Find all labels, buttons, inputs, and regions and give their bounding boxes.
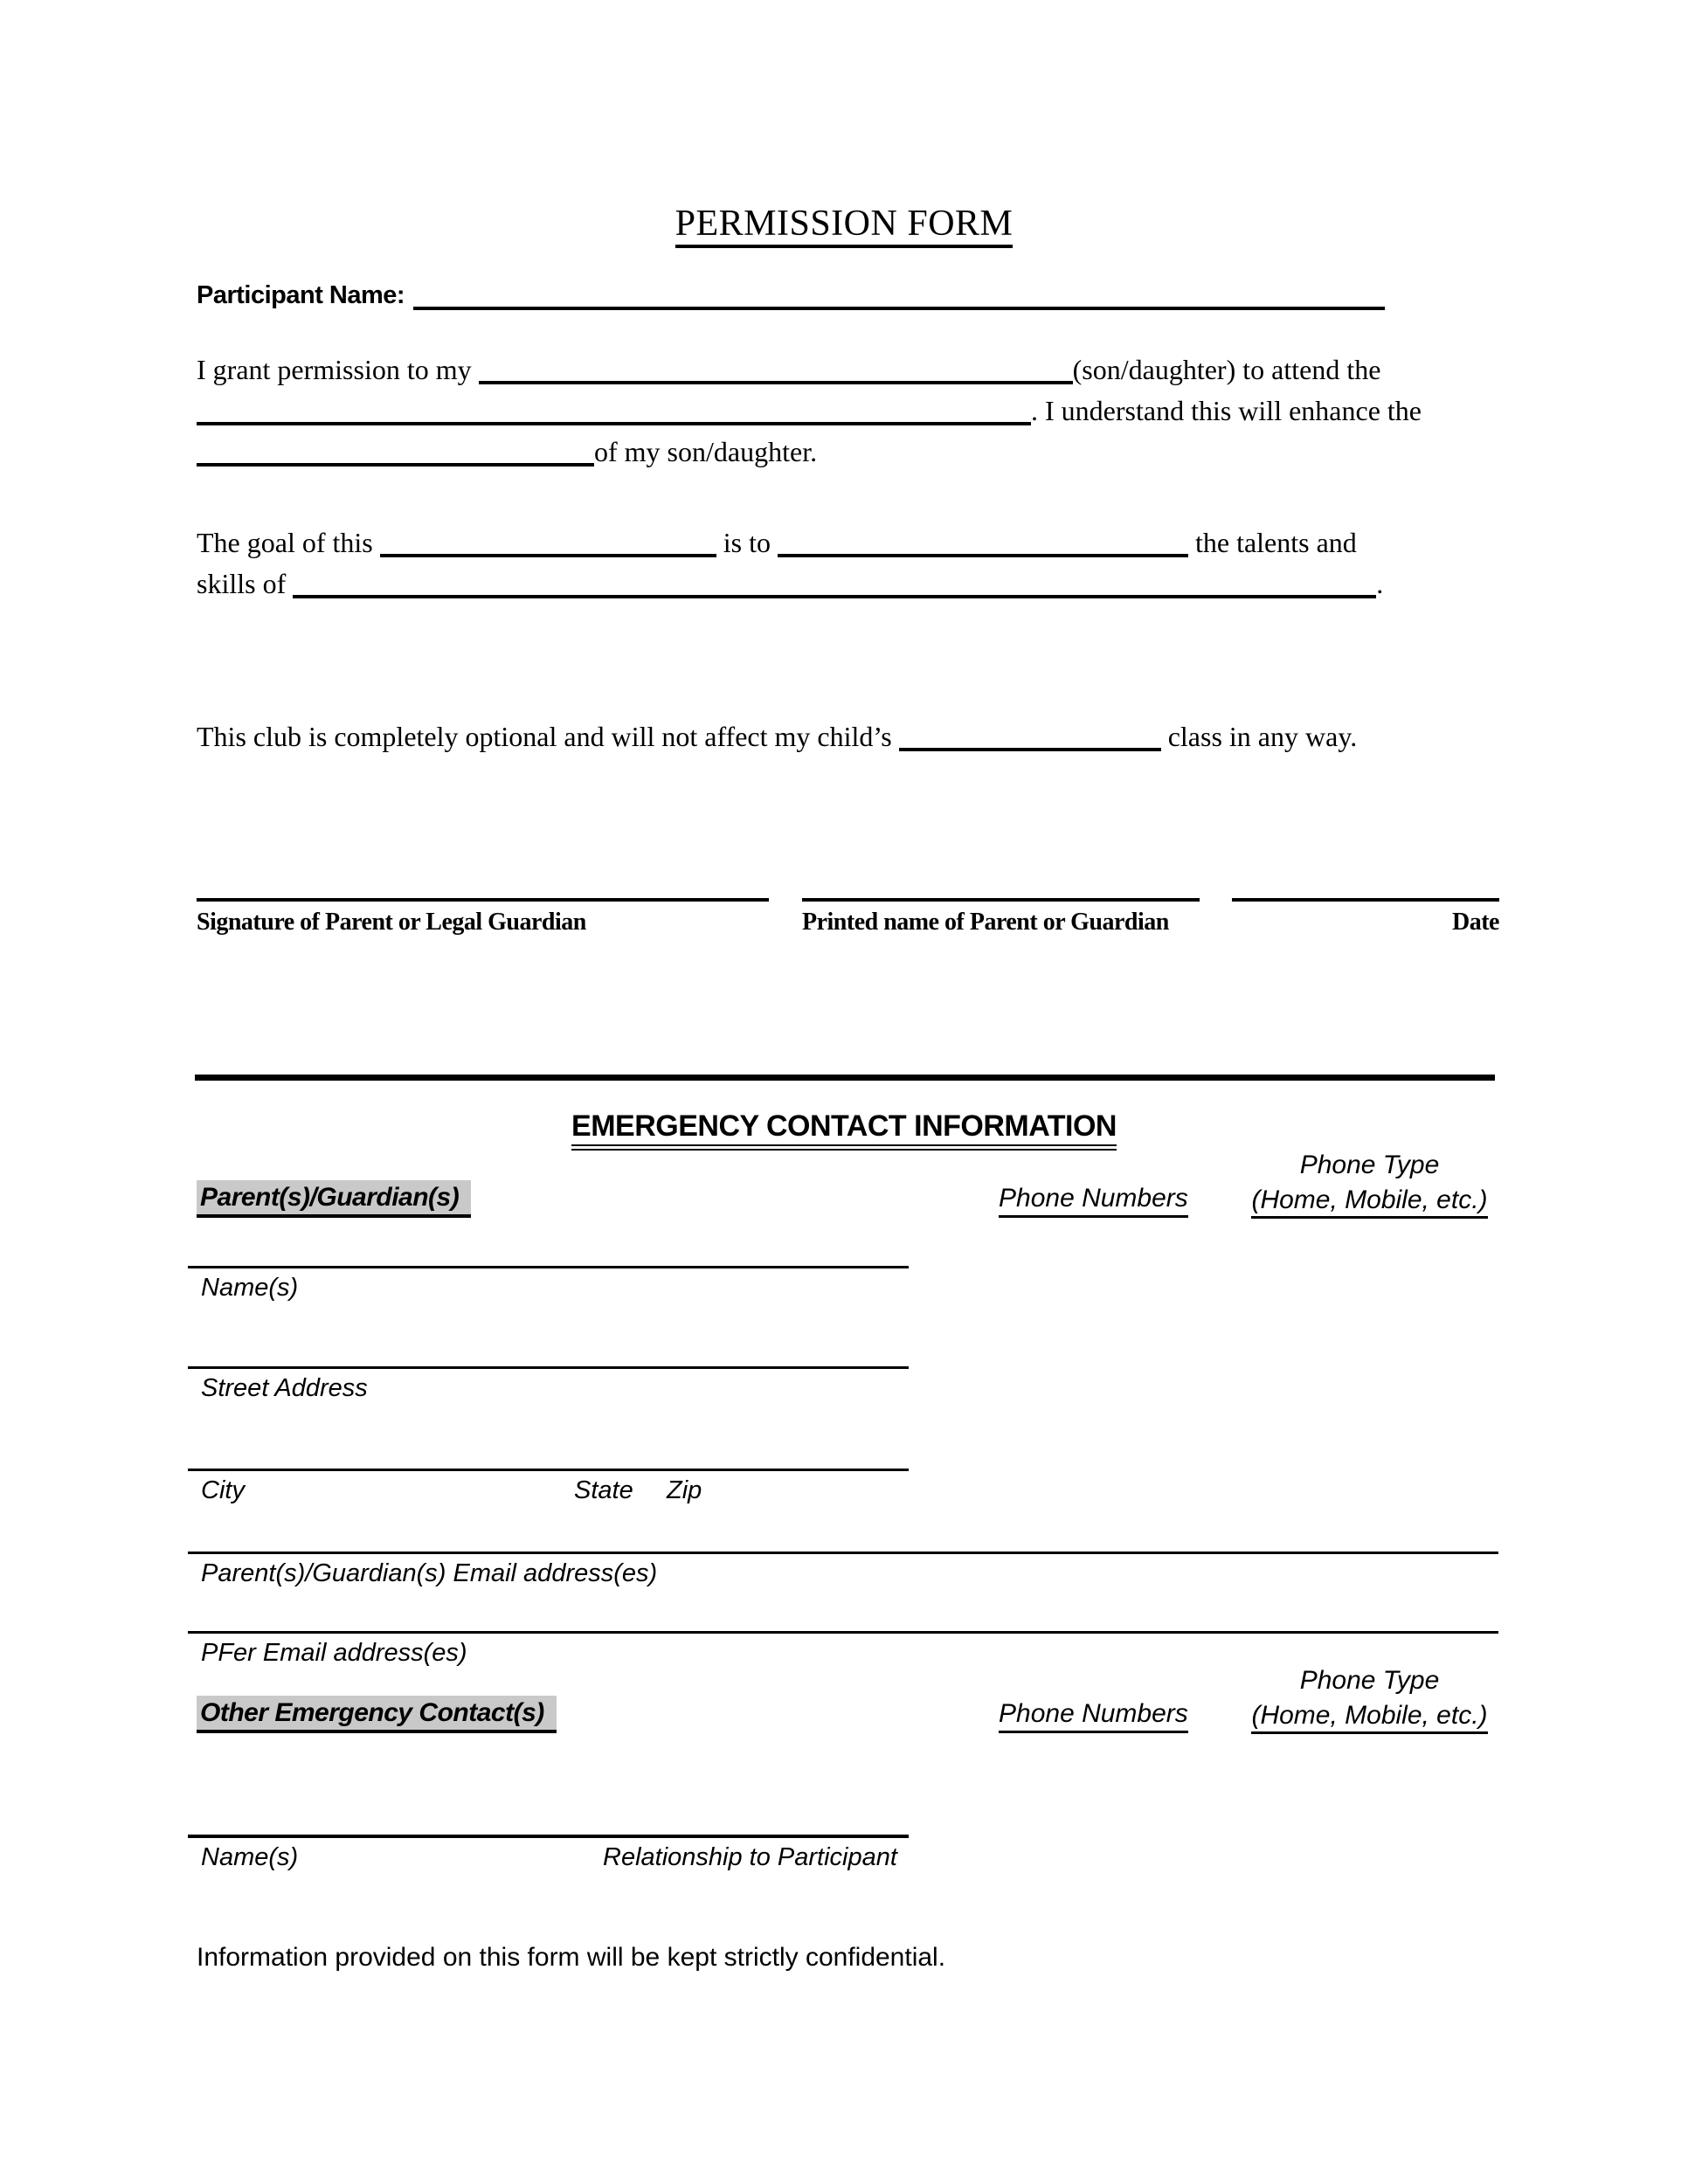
phone-type-label: Phone Type — [1299, 1151, 1440, 1179]
club-paragraph — [197, 716, 1357, 757]
street-address-label: Street Address — [201, 1374, 368, 1402]
goal-paragraph — [197, 522, 1383, 605]
date-label: Date — [1452, 909, 1499, 936]
grant-activity-blank[interactable] — [197, 413, 1031, 425]
other-phone-type-sub-label: (Home, Mobile, etc.) — [1251, 1701, 1487, 1734]
goal-talents-text: the talents and — [1194, 527, 1357, 558]
club-class-blank[interactable] — [899, 739, 1161, 751]
grant-intro-text: I grant permission to my — [197, 354, 472, 385]
participant-name-row — [197, 281, 1385, 310]
goal-period-text: . — [1376, 568, 1384, 599]
parents-guardians-label: Parent(s)/Guardian(s) — [197, 1180, 471, 1218]
printed-name-label: Printed name of Parent or Guardian — [802, 909, 1169, 936]
other-contacts-header-row — [197, 1667, 1498, 1733]
emergency-heading — [0, 1109, 1688, 1144]
section-divider — [195, 1075, 1495, 1081]
date-line[interactable] — [1232, 898, 1499, 936]
goal-intro-text: The goal of this — [197, 527, 373, 558]
printed-name-line[interactable] — [802, 898, 1200, 936]
other-phone-numbers-header: Phone Numbers — [999, 1699, 1188, 1733]
street-address-field-row[interactable] — [188, 1366, 909, 1403]
parent-name-label: Name(s) — [201, 1274, 299, 1302]
state-label: State — [574, 1476, 633, 1504]
city-label: City — [201, 1476, 245, 1504]
grant-son-daughter-text: (son/daughter) to attend the — [1072, 354, 1381, 385]
grant-paragraph — [197, 349, 1422, 473]
parent-name-field-row[interactable] — [188, 1266, 909, 1303]
confidential-note: Information provided on this form will be kept strictly confidential. — [197, 1943, 946, 1972]
pfer-email-field-row[interactable] — [188, 1631, 1498, 1668]
city-state-zip-field-row[interactable] — [188, 1469, 909, 1515]
signature-line[interactable] — [197, 898, 769, 936]
phone-numbers-header: Phone Numbers — [999, 1184, 1188, 1218]
form-title-text: PERMISSION FORM — [675, 204, 1013, 248]
goal-action-blank[interactable] — [778, 545, 1188, 557]
relationship-label: Relationship to Participant — [603, 1843, 897, 1871]
goal-subject-blank[interactable] — [380, 545, 716, 557]
phone-type-sub-label: (Home, Mobile, etc.) — [1251, 1185, 1487, 1219]
form-title — [0, 203, 1688, 245]
grant-recipient-blank[interactable] — [479, 372, 1073, 384]
emergency-heading-text: EMERGENCY CONTACT INFORMATION — [571, 1109, 1117, 1151]
grant-closing-text: of my son/daughter. — [594, 436, 818, 467]
other-name-field-row[interactable] — [188, 1835, 909, 1886]
other-contacts-label: Other Emergency Contact(s) — [197, 1696, 557, 1733]
other-phone-type-label: Phone Type — [1299, 1666, 1440, 1695]
other-phone-type-header — [1241, 1663, 1498, 1733]
parent-email-field-row[interactable] — [188, 1552, 1498, 1588]
goal-skills-blank[interactable] — [293, 586, 1376, 598]
goal-is-to-text: is to — [723, 527, 771, 558]
zip-label: Zip — [667, 1476, 702, 1504]
goal-skills-text: skills of — [197, 568, 287, 599]
grant-understand-text: . I understand this will enhance the — [1031, 395, 1422, 426]
participant-name-label: Participant Name: — [197, 281, 405, 309]
phone-type-header — [1241, 1148, 1498, 1218]
parent-email-label: Parent(s)/Guardian(s) Email address(es) — [201, 1559, 658, 1587]
other-name-label: Name(s) — [201, 1843, 299, 1871]
participant-name-field[interactable] — [413, 300, 1385, 310]
club-statement-text: This club is completely optional and will not affect my child’s — [197, 721, 892, 752]
signature-label: Signature of Parent or Legal Guardian — [197, 909, 586, 936]
club-closing-text: class in any way. — [1167, 721, 1358, 752]
parents-header-row — [197, 1151, 1498, 1218]
pfer-email-label: PFer Email address(es) — [201, 1639, 467, 1667]
grant-enhance-blank[interactable] — [197, 454, 594, 467]
